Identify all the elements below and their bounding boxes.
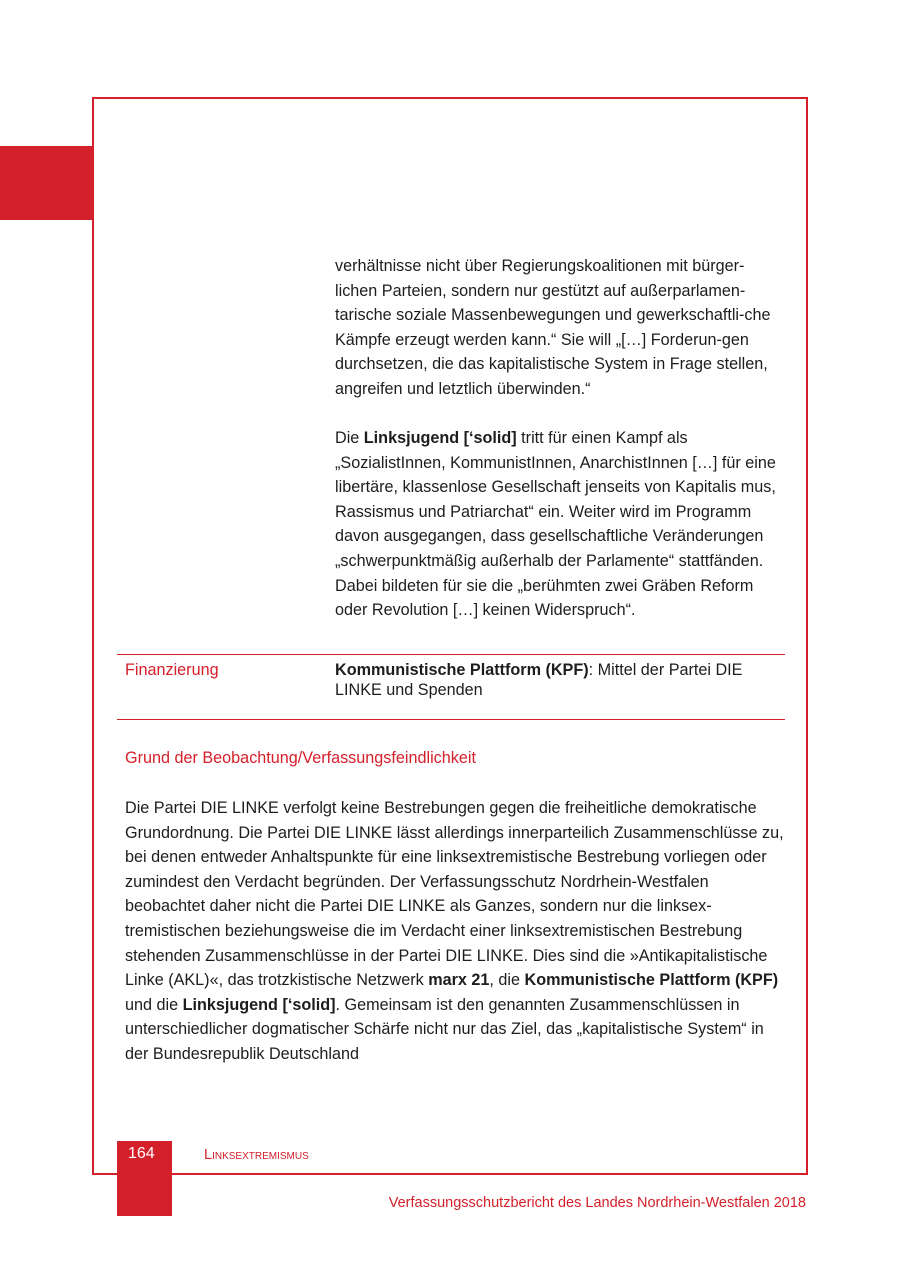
table-rule-top xyxy=(117,654,785,655)
running-head: Linksextremismus xyxy=(204,1147,309,1163)
paragraph-prefix: Die xyxy=(335,429,364,447)
financing-label: Finanzierung xyxy=(125,661,219,679)
paragraph-rest: tritt für einen Kampf als „SozialistInnen, KommunistInnen, AnarchistInnen […] für eine libertäre, klassenlose Gesellschaft jenseits von Kapitalis mus, Rassismus und Patriarchat“ ein. Weiter wird im Programm davon ausgegangen, dass gesellschaftliche Veränderungen „schwerpunktmäßig außerhalb der Parlamente“ stattfänden. Dabei bildeten für sie die „berühmten zwei Gräben Reform oder Revolution […] keinen Widerspruch“. xyxy=(335,429,776,620)
org-name-linksjugend: Linksjugend [‘solid] xyxy=(363,429,517,447)
chapter-marker-tab xyxy=(0,146,94,220)
financing-text xyxy=(335,660,780,700)
page-number: 164 xyxy=(128,1145,155,1162)
org-name-linksjugend-body: Linksjugend [‘solid] xyxy=(182,995,336,1014)
org-name-marx21: marx 21 xyxy=(428,971,490,990)
body-text-part-2: , die xyxy=(489,971,525,990)
body-text-part-1: Die Partei DIE LINKE verfolgt keine Bestrebungen gegen die freiheitliche demokratische Grundordnung. Die Partei DIE LINKE lässt allerdings innerparteilich Zusammenschlüsse zu, bei denen entweder Anhaltspunkte für eine linksextremistische Bestrebung vorliegen oder zumindest den Verdacht begründen. Der Verfassungsschutz Nordrhein-Westfalen beobachtet daher nicht die Partei DIE LINKE als Ganzes, sondern nur die linksex- tremistischen beziehungsweise die im Verdacht einer linksextremistischen Bestrebung stehenden Zusammenschlüsse in der Partei DIE LINKE. Dies sind die »Antikapitalistische Linke (AKL)«, das trotzkistische Netzwerk xyxy=(125,799,784,990)
financing-detail: : Mittel der Partei DIE LINKE und Spenden xyxy=(335,661,743,699)
org-name-kpf-body: Kommunistische Plattform (KPF) xyxy=(524,971,779,990)
section-heading: Grund der Beobachtung/Verfassungsfeindlichkeit xyxy=(125,749,476,767)
section-body xyxy=(125,796,785,1067)
org-name-kpf: Kommunistische Plattform (KPF) xyxy=(335,661,589,679)
table-rule-bottom xyxy=(117,719,785,720)
body-text-part-4: . Gemeinsam ist den genannten Zusammenschlüssen in unterschiedlicher dogmatischer Schärfe nicht nur das Ziel, das „kapitalistische System“ in der Bundesrepublik Deutschland xyxy=(125,995,764,1063)
body-text-part-3: und die xyxy=(125,995,183,1014)
paragraph-continuation: verhältnisse nicht über Regierungskoalitionen mit bürger-lichen Parteien, sondern nur gestützt auf außerparlamen-tarische soziale Massenbewegungen und gewerkschaftli-che Kämpfe erzeugt werden kann.“ Sie will „[…] Forderun-gen durchsetzen, die das kapitalistische System in Frage stellen, angreifen und letztlich überwinden.“ xyxy=(335,257,771,398)
footer-title: Verfassungsschutzbericht des Landes Nordrhein-Westfalen 2018 xyxy=(388,1195,806,1211)
paragraph-linksjugend xyxy=(335,426,780,623)
